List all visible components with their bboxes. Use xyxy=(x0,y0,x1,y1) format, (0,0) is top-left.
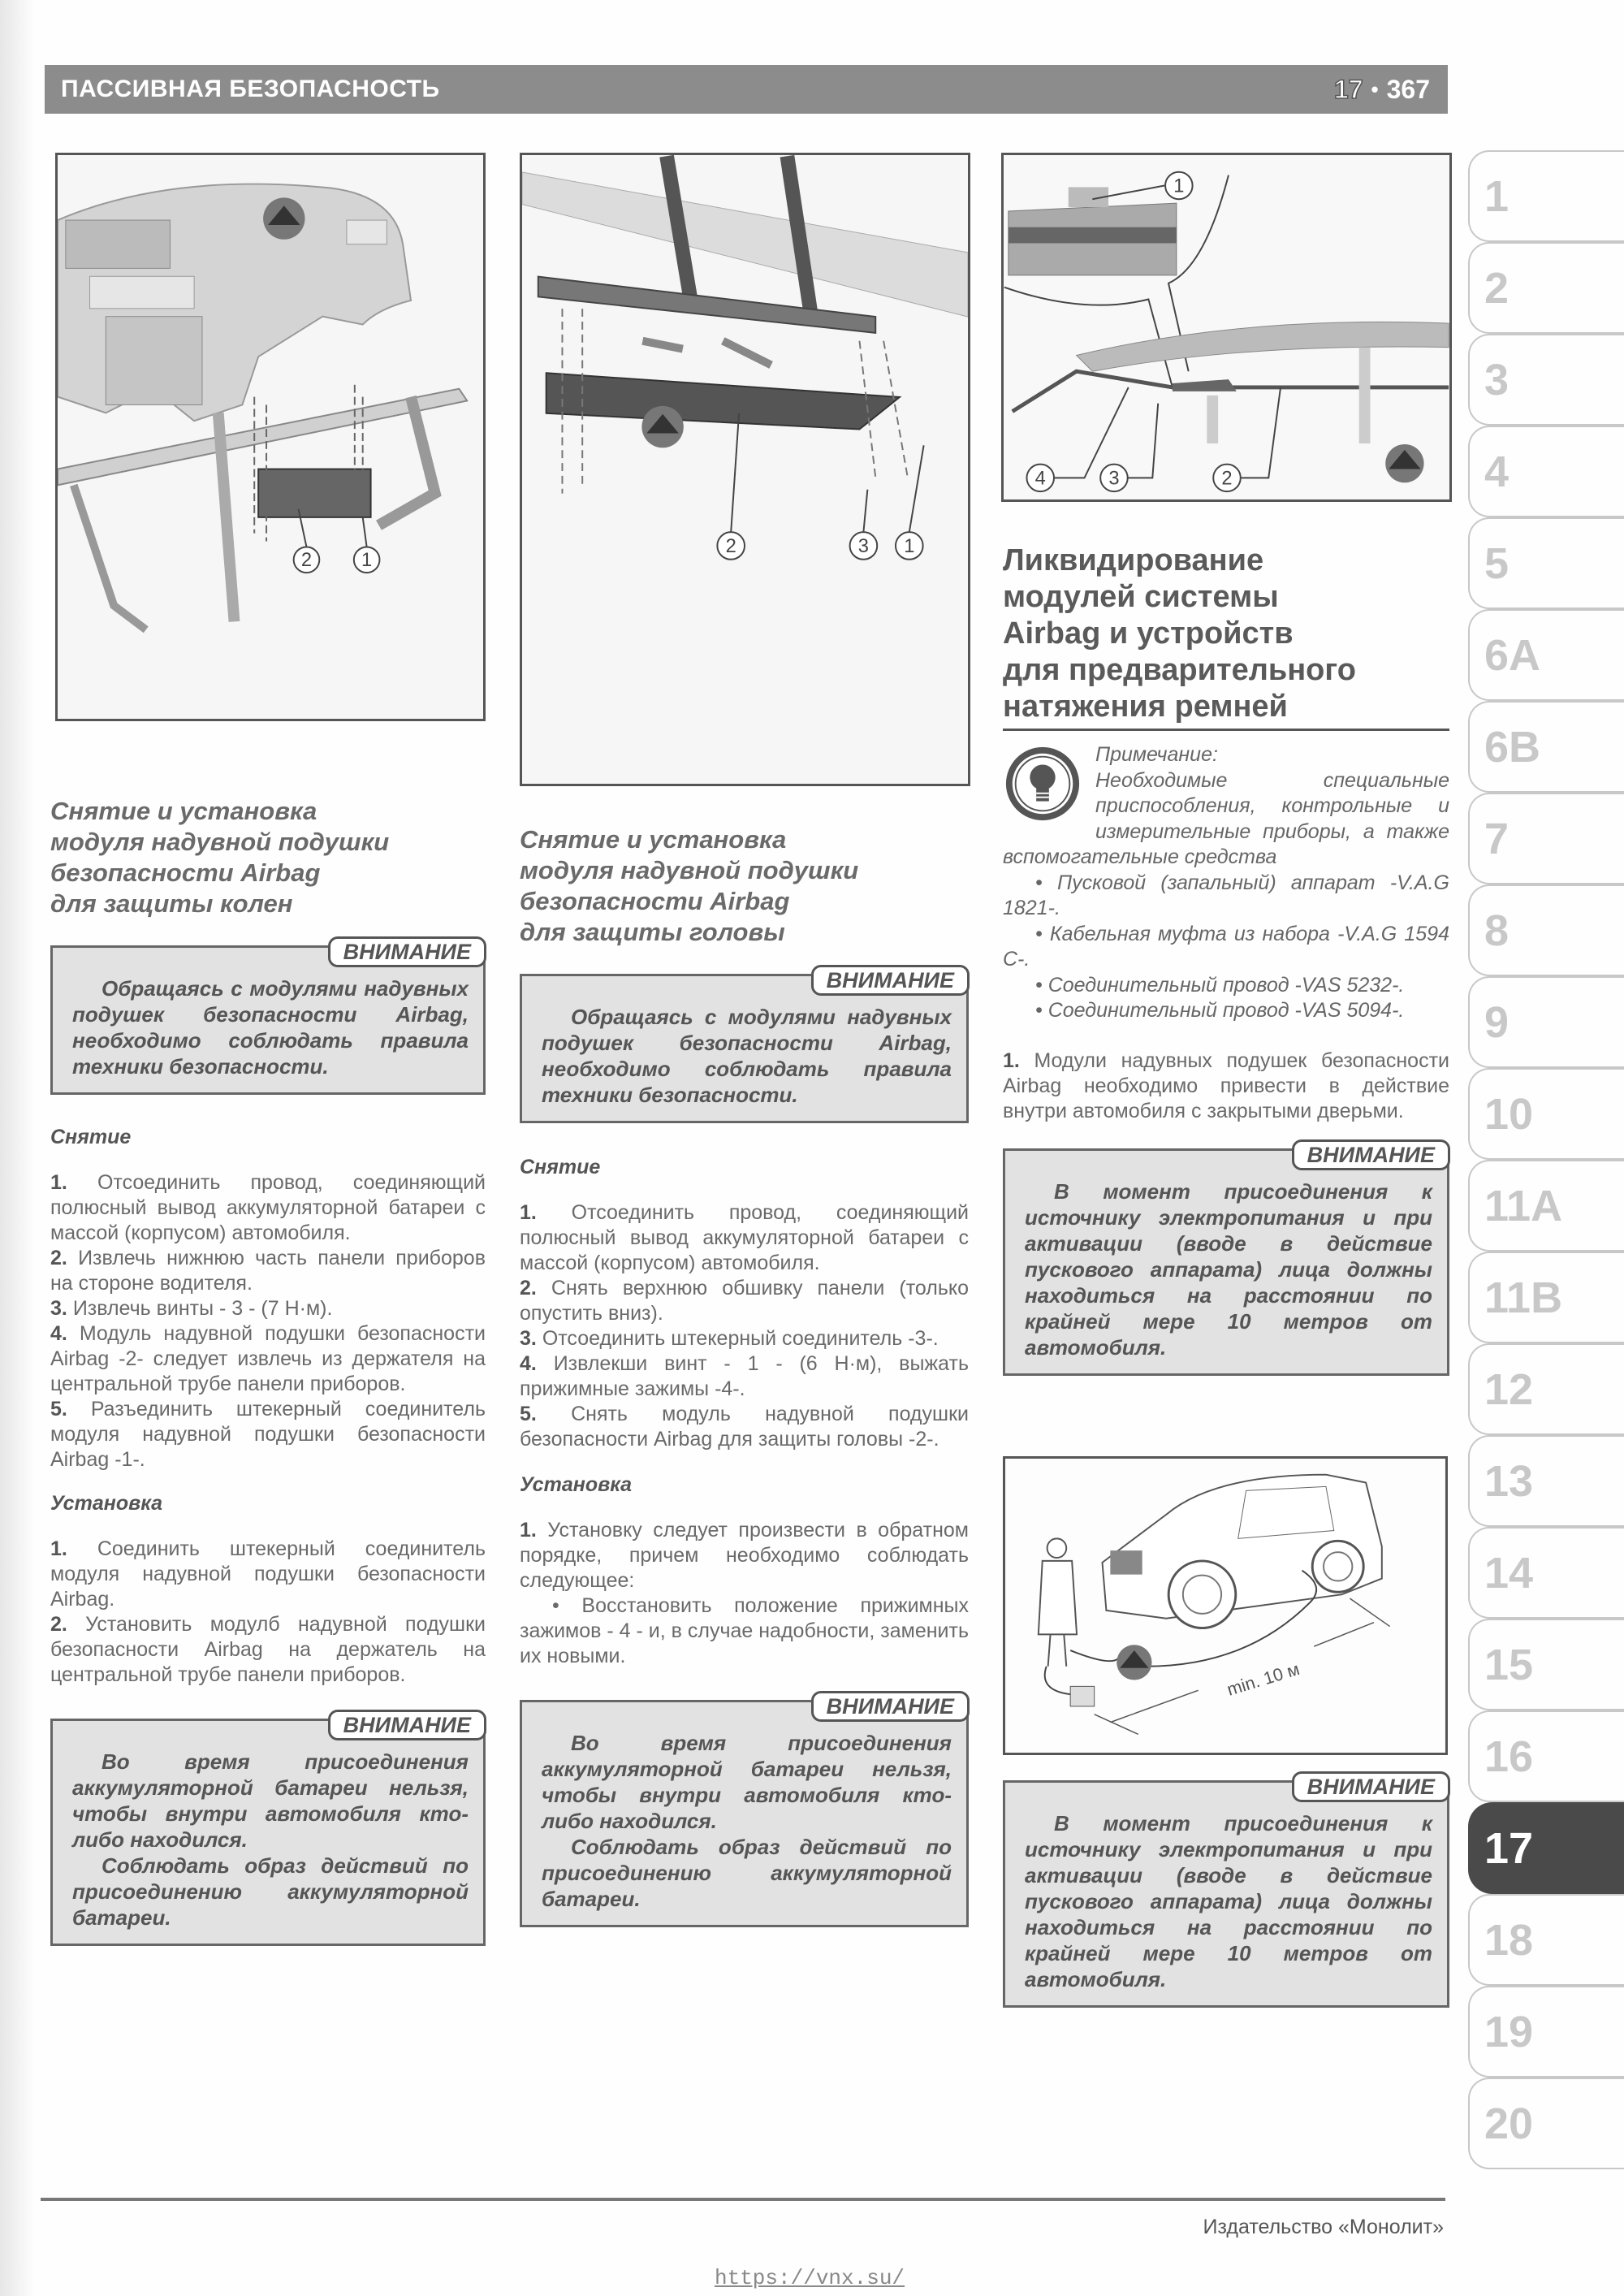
source-url-link[interactable]: https://vnx.su/ xyxy=(715,2266,905,2290)
right-column-bottom xyxy=(1003,1775,1449,2008)
chapter-tab-7[interactable]: 7 xyxy=(1468,793,1624,884)
right-steps xyxy=(1003,1049,1449,1124)
chapter-tab-13[interactable]: 13 xyxy=(1468,1435,1624,1527)
chapter-tab-19[interactable]: 19 xyxy=(1468,1986,1624,2078)
publisher-name: Издательство «Монолит» xyxy=(1203,2216,1444,2238)
separator-dot: • xyxy=(1371,76,1379,102)
heading-line: для предварительного xyxy=(1003,653,1356,687)
page-binding-shadow xyxy=(0,0,34,2296)
warning-text: Соблюдать образ действий по присоединению аккумуляторной батареи. xyxy=(542,1835,952,1911)
middle-section-heading xyxy=(520,824,969,948)
chapter-tab-4[interactable]: 4 xyxy=(1468,426,1624,517)
warning-box xyxy=(50,1713,486,1946)
warning-box xyxy=(520,1694,969,1927)
warning-tag: ВНИМАНИЕ xyxy=(328,1710,486,1740)
chapter-tabs xyxy=(1468,150,1624,2169)
note-bullet: • Пусковой (запальный) аппарат -V.A.G 1821-. xyxy=(1003,871,1449,919)
chapter-tab-8[interactable]: 8 xyxy=(1468,884,1624,976)
middle-column xyxy=(520,824,969,1927)
step-item: 1. Установку следует произвести в обратном порядке, причем необходимо соблюдать следующее: xyxy=(520,1519,969,1592)
callout-3: 3 xyxy=(857,535,870,557)
lightbulb-icon xyxy=(1003,744,1082,824)
callout-1: 1 xyxy=(904,535,915,557)
chapter-tab-2[interactable]: 2 xyxy=(1468,242,1624,334)
chapter-tab-16[interactable]: 16 xyxy=(1468,1710,1624,1802)
warning-box xyxy=(520,968,969,1123)
step-item: 4. Извлекши винт - 1 - (6 Н·м), выжать прижимные зажимы -4-. xyxy=(520,1352,969,1400)
head-airbag-illustration xyxy=(522,155,968,784)
chapter-tab-12[interactable]: 12 xyxy=(1468,1343,1624,1435)
note-label: Примечание: xyxy=(1095,743,1218,766)
step-item: 2. Установить модулб надувной подушки безопасности Airbag на держатель на центральной трубе панели приборов. xyxy=(50,1613,486,1686)
heading-line: натяжения ремней xyxy=(1003,690,1288,724)
deployment-distance-figure xyxy=(1003,1456,1448,1755)
chapter-tab-6a[interactable]: 6A xyxy=(1468,609,1624,701)
step-item: 3. Извлечь винты - 3 - (7 Н·м). xyxy=(50,1297,333,1320)
heading-line: для защиты головы xyxy=(520,918,785,946)
warning-text: Во время присоединения аккумуляторной батареи нельзя, чтобы внутри автомобиля кто-либо находился. xyxy=(542,1731,952,1833)
note-bullet: • Соединительный провод -VAS 5094-. xyxy=(1035,999,1405,1022)
warning-tag: ВНИМАНИЕ xyxy=(1292,1771,1450,1802)
curtain-airbag-figure xyxy=(1001,153,1452,502)
page-number: 367 xyxy=(1386,74,1430,104)
section-title: ПАССИВНАЯ БЕЗОПАСНОСТЬ xyxy=(61,76,440,102)
callout-2: 2 xyxy=(300,550,313,572)
heading-line: модуля надувной подушки xyxy=(520,856,859,884)
warning-text: Соблюдать образ действий по присоединению аккумуляторной батареи. xyxy=(72,1853,469,1930)
step-item: 5. Разъединить штекерный соединитель модуля надувной подушки безопасности Airbag -1-. xyxy=(50,1398,486,1471)
curtain-airbag-illustration xyxy=(1004,155,1449,499)
installation-subheading: Установка xyxy=(50,1492,163,1515)
warning-text: Обращаясь с модулями надувных подушек безопасности Airbag, необходимо соблюдать правила техники безопасности. xyxy=(542,1005,952,1107)
removal-steps xyxy=(50,1170,486,1472)
installation-steps xyxy=(520,1518,969,1669)
chapter-tab-5[interactable]: 5 xyxy=(1468,517,1624,609)
right-column xyxy=(1003,543,1449,1376)
warning-tag: ВНИМАНИЕ xyxy=(811,965,970,996)
page-header xyxy=(45,65,1448,114)
chapter-tab-11a[interactable]: 11A xyxy=(1468,1160,1624,1252)
installation-subheading: Установка xyxy=(520,1473,633,1496)
step-item: 1. Отсоединить провод, соединяющий полюсный вывод аккумуляторной батареи с массой (корпусом) автомобиля. xyxy=(520,1201,970,1274)
callout-1: 1 xyxy=(1173,175,1185,197)
car-deployment-illustration xyxy=(1005,1459,1445,1753)
chapter-tab-14[interactable]: 14 xyxy=(1468,1527,1624,1619)
right-section-heading xyxy=(1003,543,1449,731)
heading-line: безопасности Airbag xyxy=(520,887,790,915)
chapter-tab-1[interactable]: 1 xyxy=(1468,150,1624,242)
step-item: 5. Снять модуль надувной подушки безопасности Airbag для защиты головы -2-. xyxy=(520,1403,969,1451)
warning-box xyxy=(1003,1775,1449,2008)
chapter-tab-3[interactable]: 3 xyxy=(1468,334,1624,426)
chapter-tab-18[interactable]: 18 xyxy=(1468,1894,1624,1986)
heading-line: Airbag и устройств xyxy=(1003,616,1294,651)
removal-subheading: Снятие xyxy=(50,1126,132,1148)
page-indicator xyxy=(1334,75,1430,105)
chapter-tab-11b[interactable]: 11B xyxy=(1468,1252,1624,1343)
step-item: 1. Отсоединить провод, соединяющий полюсный вывод аккумуляторной батареи с массой (корпусом) автомобиля. xyxy=(50,1171,486,1244)
heading-line: Ликвидирование xyxy=(1003,543,1264,577)
step-item: 3. Отсоединить штекерный соединитель -3-. xyxy=(520,1327,939,1350)
heading-line: модулей системы xyxy=(1003,580,1279,614)
callout-2: 2 xyxy=(1221,468,1233,490)
warning-text: Обращаясь с модулями надувных подушек безопасности Airbag, необходимо соблюдать правила техники безопасности. xyxy=(72,976,469,1079)
step-item: 1. Модули надувных подушек безопасности Airbag необходимо привести в действие внутри автомобиля с закрытыми дверьми. xyxy=(1003,1049,1449,1122)
warning-tag: ВНИМАНИЕ xyxy=(811,1691,970,1722)
note-bullet: • Соединительный провод -VAS 5232-. xyxy=(1035,973,1405,997)
callout-2: 2 xyxy=(725,535,736,557)
warning-tag: ВНИМАНИЕ xyxy=(1292,1139,1450,1170)
heading-line: модуля надувной подушки xyxy=(50,828,390,856)
installation-steps xyxy=(50,1537,486,1688)
chapter-tab-9[interactable]: 9 xyxy=(1468,976,1624,1068)
distance-label: min. 10 м xyxy=(1224,1658,1302,1700)
removal-steps xyxy=(520,1200,969,1452)
note-block xyxy=(1003,742,1449,1024)
note-bullet: • Кабельная муфта из набора -V.A.G 1594 C-. xyxy=(1003,922,1449,971)
callout-4: 4 xyxy=(1034,468,1046,490)
step-item: 2. Снять верхнюю обшивку панели (только опустить вниз). xyxy=(520,1277,969,1325)
warning-box xyxy=(1003,1142,1449,1376)
knee-airbag-figure xyxy=(55,153,486,721)
callout-3: 3 xyxy=(1108,468,1120,490)
chapter-number: 17 xyxy=(1333,74,1363,104)
warning-text: В момент присоединения к источнику электропитания и при активации (вводе в действие пускового аппарата) лица должны находиться на расстоянии по крайней мере 10 метров от автомобиля. xyxy=(1025,1811,1432,1991)
footer-rule xyxy=(41,2198,1445,2201)
chapter-tab-17-active[interactable]: 17 xyxy=(1468,1802,1624,1894)
heading-line: безопасности Airbag xyxy=(50,858,321,887)
heading-line: Снятие и установка xyxy=(50,797,317,825)
chapter-tab-6b[interactable]: 6B xyxy=(1468,701,1624,793)
note-text: Необходимые специальные приспособления, контрольные и измерительные приборы, а также вспомогательные средства xyxy=(1003,768,1449,868)
step-item: 1. Соединить штекерный соединитель модуля надувной подушки безопасности Airbag. xyxy=(50,1537,486,1611)
heading-line: для защиты колен xyxy=(50,889,293,918)
removal-subheading: Снятие xyxy=(520,1156,601,1178)
warning-tag: ВНИМАНИЕ xyxy=(328,936,486,967)
warning-text: В момент присоединения к источнику электропитания и при активации (вводе в действие пускового аппарата) лица должны находиться на расстоянии по крайней мере 10 метров от автомобиля. xyxy=(1025,1178,1432,1360)
left-column xyxy=(50,796,486,1946)
chapter-tab-20[interactable]: 20 xyxy=(1468,2078,1624,2169)
warning-text: Во время присоединения аккумуляторной батареи нельзя, чтобы внутри автомобиля кто-либо находился. xyxy=(72,1749,469,1852)
chapter-tab-10[interactable]: 10 xyxy=(1468,1068,1624,1160)
chapter-tab-15[interactable]: 15 xyxy=(1468,1619,1624,1710)
step-item: 2. Извлечь нижнюю часть панели приборов на стороне водителя. xyxy=(50,1247,486,1295)
callout-1: 1 xyxy=(361,550,373,572)
warning-box xyxy=(50,940,486,1095)
heading-line: Снятие и установка xyxy=(520,825,787,854)
bullet-item: • Восстановить положение прижимных зажимов - 4 - и, в случае надобности, заменить их новыми. xyxy=(520,1594,970,1667)
left-section-heading xyxy=(50,796,486,919)
dashboard-illustration xyxy=(58,155,483,719)
head-airbag-figure xyxy=(520,153,970,786)
step-item: 4. Модуль надувной подушки безопасности Airbag -2- следует извлечь из держателя на центральной трубе панели приборов. xyxy=(50,1322,486,1395)
